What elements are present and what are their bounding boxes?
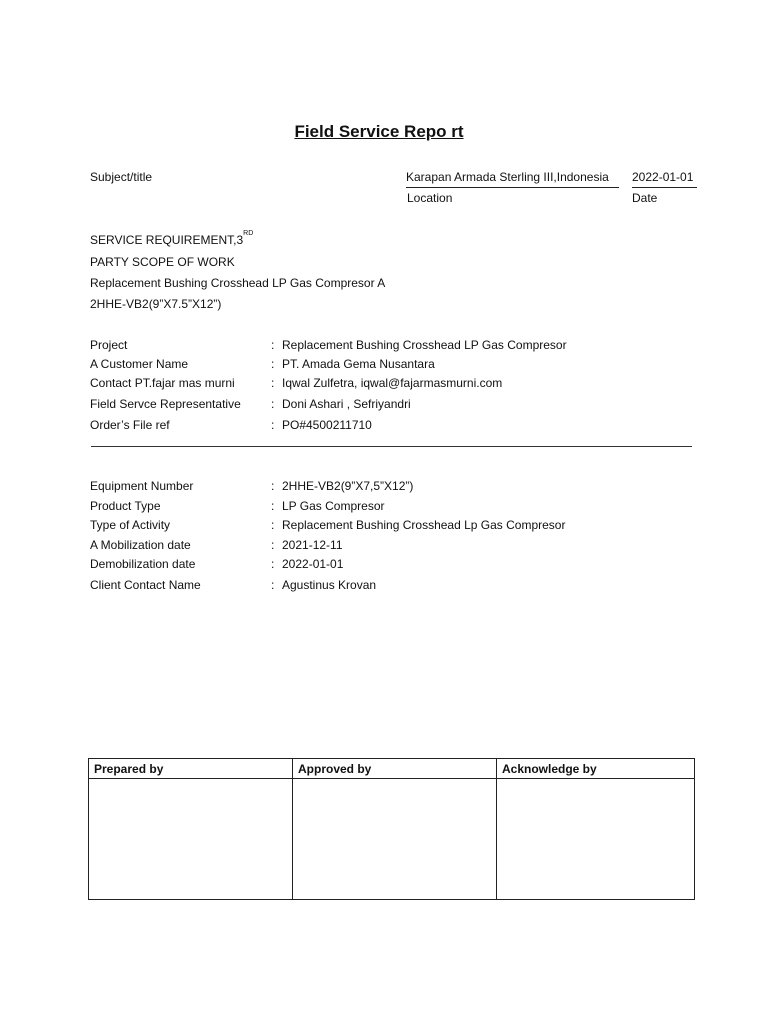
mobilization-date-colon: : <box>271 538 275 552</box>
signature-header-row <box>89 759 695 779</box>
demobilization-date-value: 2022-01-01 <box>282 557 344 571</box>
activity-type-colon: : <box>271 518 275 532</box>
order-ref-label: Order’s File ref <box>90 418 170 432</box>
prepared-by-signature-cell[interactable] <box>89 779 293 900</box>
client-contact-colon: : <box>271 578 275 592</box>
contact-label: Contact PT.fajar mas murni <box>90 376 235 390</box>
approved-by-signature-cell[interactable] <box>293 779 497 900</box>
contact-colon: : <box>271 376 275 390</box>
representative-value: Doni Ashari , Sefriyandri <box>282 397 411 411</box>
product-type-value: LP Gas Compresor <box>282 499 385 513</box>
report-title: Field Service Repo rt <box>294 122 464 141</box>
scope-line-2: PARTY SCOPE OF WORK <box>90 255 235 269</box>
subject-label: Subject/title <box>90 170 153 184</box>
scope-line-1-text: SERVICE REQUIREMENT,3 <box>90 233 244 247</box>
scope-line-4: 2HHE-VB2(9”X7.5”X12”) <box>90 297 222 311</box>
scope-line-1-sup: RD <box>243 230 254 237</box>
product-type-label: Product Type <box>90 499 161 513</box>
signature-table <box>88 758 695 900</box>
scope-line-3: Replacement Bushing Crosshead LP Gas Compresor A <box>90 276 386 290</box>
contact-value: Iqwal Zulfetra, iqwal@fajarmasmurni.com <box>282 376 503 390</box>
project-value: Replacement Bushing Crosshead LP Gas Compresor <box>282 338 567 352</box>
client-contact-value: Agustinus Krovan <box>282 578 377 592</box>
equipment-number-value: 2HHE-VB2(9”X7,5”X12”) <box>282 479 414 493</box>
customer-name-value: PT. Amada Gema Nusantara <box>282 357 435 371</box>
signature-row <box>89 779 695 900</box>
client-contact-label: Client Contact Name <box>90 578 201 592</box>
activity-type-value: Replacement Bushing Crosshead Lp Gas Compresor <box>282 518 566 532</box>
product-type-colon: : <box>271 499 275 513</box>
date-value: 2022-01-01 <box>632 170 697 188</box>
order-ref-colon: : <box>271 418 275 432</box>
acknowledge-by-header: Acknowledge by <box>497 759 695 779</box>
order-ref-value: PO#4500211710 <box>282 418 372 432</box>
scope-line-1 <box>90 230 254 247</box>
representative-colon: : <box>271 397 275 411</box>
location-value: Karapan Armada Sterling III,Indonesia <box>406 170 619 188</box>
customer-name-colon: : <box>271 357 275 371</box>
representative-label: Field Servce Representative <box>90 397 241 411</box>
project-label: Project <box>90 338 128 352</box>
section-divider <box>91 446 692 447</box>
prepared-by-header: Prepared by <box>89 759 293 779</box>
equipment-number-label: Equipment Number <box>90 479 194 493</box>
customer-name-label: A Customer Name <box>90 357 189 371</box>
approved-by-header: Approved by <box>293 759 497 779</box>
date-label: Date <box>632 191 658 205</box>
demobilization-date-label: Demobilization date <box>90 557 196 571</box>
location-label: Location <box>407 191 453 205</box>
mobilization-date-value: 2021-12-11 <box>282 538 343 552</box>
mobilization-date-label: A Mobilization date <box>90 538 191 552</box>
equipment-number-colon: : <box>271 479 275 493</box>
project-colon: : <box>271 338 275 352</box>
activity-type-label: Type of Activity <box>90 518 171 532</box>
demobilization-date-colon: : <box>271 557 275 571</box>
acknowledge-by-signature-cell[interactable] <box>497 779 695 900</box>
